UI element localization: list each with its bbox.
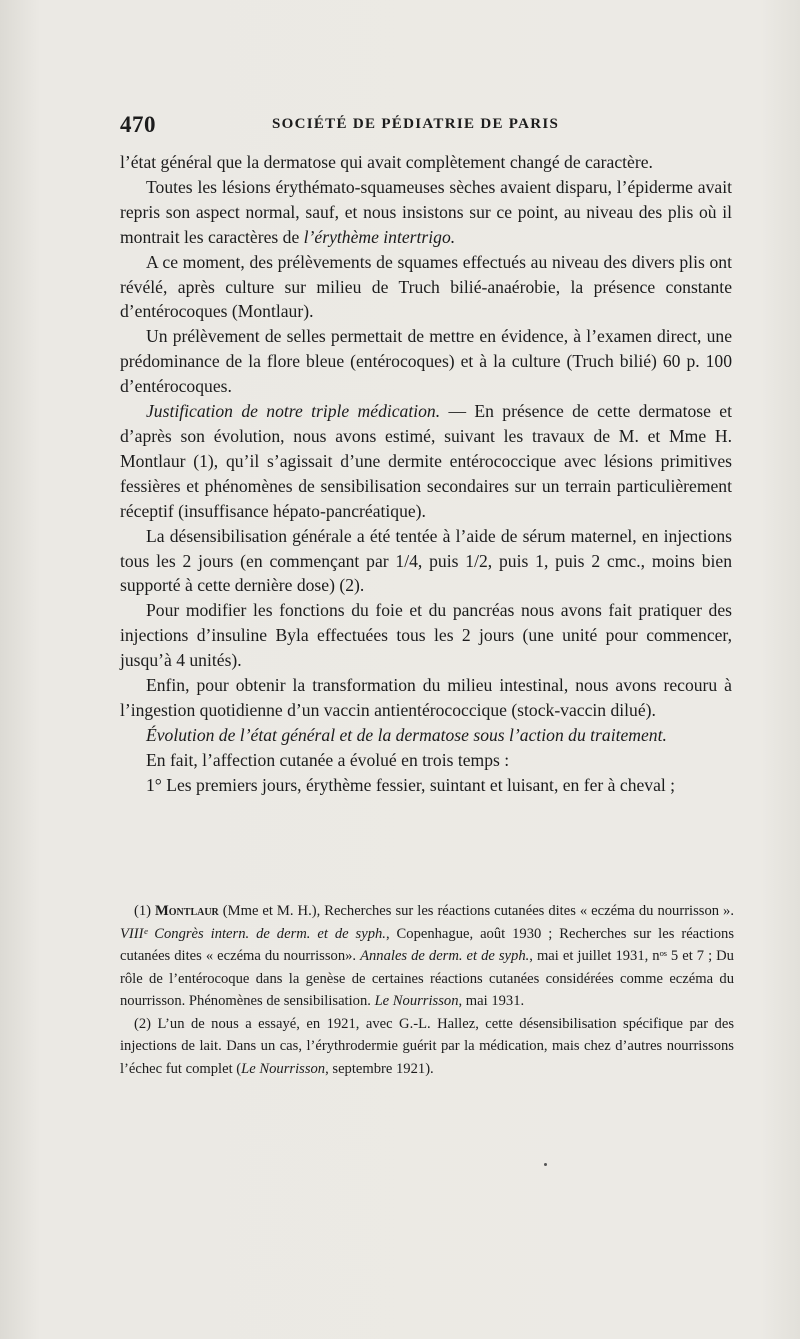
page-number: 470 [120, 112, 156, 137]
paragraph-3: A ce moment, des prélèvements de squames effectués au niveau des divers plis ont révélé, après culture sur milieu de Truch bilié-anaérobie, la présence constante d’entérocoques (Montlaur). [120, 251, 732, 322]
paragraph-7: Pour modifier les fonctions du foie et du pancréas nous avons fait pratiquer des injections d’insuline Byla effectuées tous les 2 jours (une unité pour commencer, jusqu’à 4 unités). [120, 600, 732, 671]
paragraph-9-heading: Évolution de l’état général et de la dermatose sous l’action du traitement. [146, 724, 667, 745]
paragraph-6: La désensibilisation générale a été tentée à l’aide de sérum maternel, en injections tous les 2 jours (en commençant par 1/4, puis 1/2, puis 1, puis 2 cmc., moins bien supporté à cette dernière dose) (2). [120, 525, 732, 596]
print-speck [544, 1163, 547, 1166]
paragraph-11: 1° Les premiers jours, érythème fessier, suintant et luisant, en fer à cheval ; [146, 774, 676, 795]
running-title: SOCIÉTÉ DE PÉDIATRIE DE PARIS [272, 116, 560, 132]
paragraph-2: Toutes les lésions érythémato-squameuses sèches avaient disparu, l’épiderme avait repris son aspect normal, sauf, et nous insistons sur ce point, au niveau des plis où il montrait les caractères de l’érythème intertrigo. [120, 176, 732, 247]
page-header [120, 112, 732, 142]
paragraph-8: Enfin, pour obtenir la transformation du milieu intestinal, nous avons recouru à l’ingestion quotidienne d’un vaccin antientérococcique (stock-vaccin dilué). [120, 675, 732, 720]
paragraph-10: En fait, l’affection cutanée a évolué en trois temps : [146, 749, 510, 770]
paragraph-4: Un prélèvement de selles permettait de mettre en évidence, à l’examen direct, une prédominance de la flore bleue (entérocoques) et à la culture (Truch bilié) 60 p. 100 d’entérocoques. [120, 326, 732, 397]
footnote-1: (1) Montlaur (Mme et M. H.), Recherches sur les réactions cutanées dites « eczéma du nourrisson ». VIIIᵉ Congrès intern. de derm. et de syph., Copenhague, août 1930 ; Recherches sur les réactions cutanées dites « eczéma du nourrisson». Annales de derm. et de syph., mai et juillet 1931, nᵒˢ 5 et 7 ; Du rôle de l’entérocoque dans la genèse de certaines réactions cutanées considérées comme eczéma du nourrisson. Phénomènes de sensibilisation. Le Nourrisson, mai 1931. [120, 903, 735, 1009]
body-text [120, 150, 732, 798]
footnotes [120, 900, 734, 1080]
paragraph-1: l’état général que la dermatose qui avait complètement changé de caractère. [120, 152, 653, 172]
paragraph-5: Justification de notre triple médication. — En présence de cette dermatose et d’après son évolution, nous avons estimé, suivant les travaux de M. et Mme H. Montlaur (1), qu’il s’agissait d’une dermite entérococcique avec lésions primitives fessières et phénomènes de sensibilisation secondaires sur un terrain particulièrement réceptif (insuffisance hépato-pancréatique). [120, 401, 732, 521]
footnote-2: (2) L’un de nous a essayé, en 1921, avec G.-L. Hallez, cette désensibilisation spécifique par des injections de lait. Dans un cas, l’érythrodermie guérit par la médication, mais chez d’autres nourrissons l’échec fut complet (Le Nourrisson, septembre 1921). [120, 1015, 734, 1077]
